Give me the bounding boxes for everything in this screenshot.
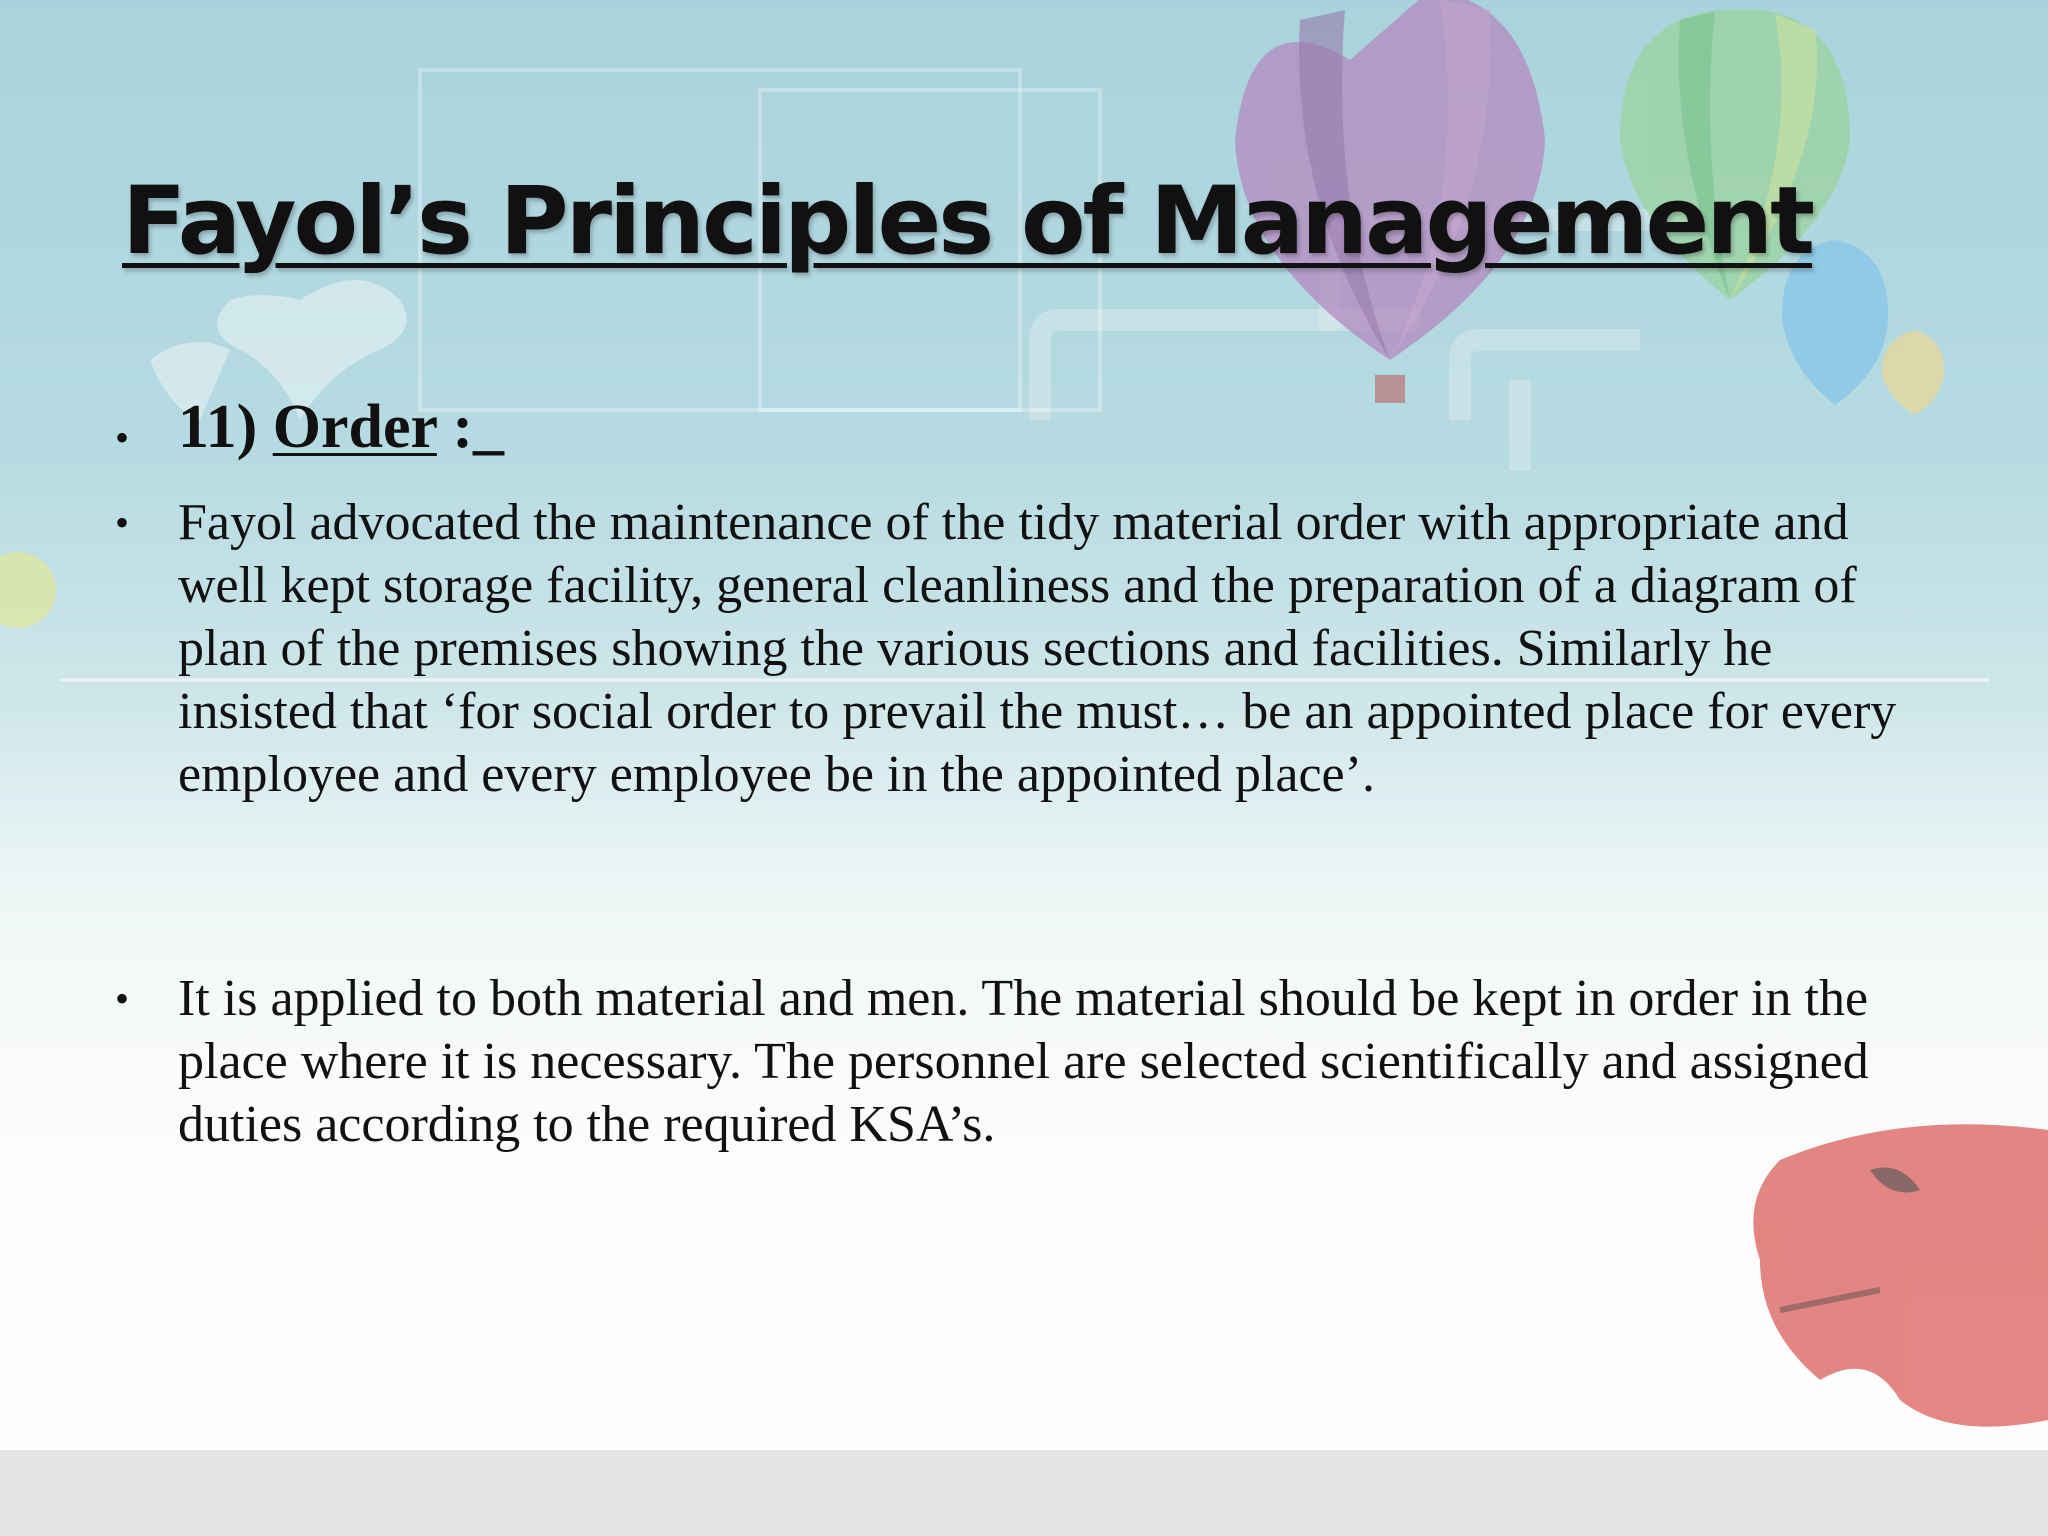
bottom-band [0,1450,2048,1536]
yellow-circle-decoration [0,552,56,628]
principle-suffix: :_ [452,393,505,461]
paragraph-text: Fayol advocated the maintenance of the tidy material order with appropriate and well kept storage facility, general cleanliness and the preparation of a diagram of plan of the premises showing the various sections and facilities. Similarly he insisted that ‘for social order to prevail the must… be an appointed place for every employee and every employee be in the appointed place’. [178,494,1897,803]
principle-number: 11) [178,393,258,461]
paragraph-text: It is applied to both material and men. The material should be kept in order in the place where it is necessary. The personnel are selected scientifically and assigned duties according to the required KSA’s. [178,970,1869,1153]
bullet-icon: • [115,500,130,545]
slide-title: Fayol’s Principles of Management [122,167,1813,276]
principle-term: Order [272,393,437,461]
bullet-icon: • [115,976,130,1021]
red-dragon-head [1753,1124,2048,1426]
principle-heading [178,393,1935,461]
bullet-icon: • [115,415,130,460]
